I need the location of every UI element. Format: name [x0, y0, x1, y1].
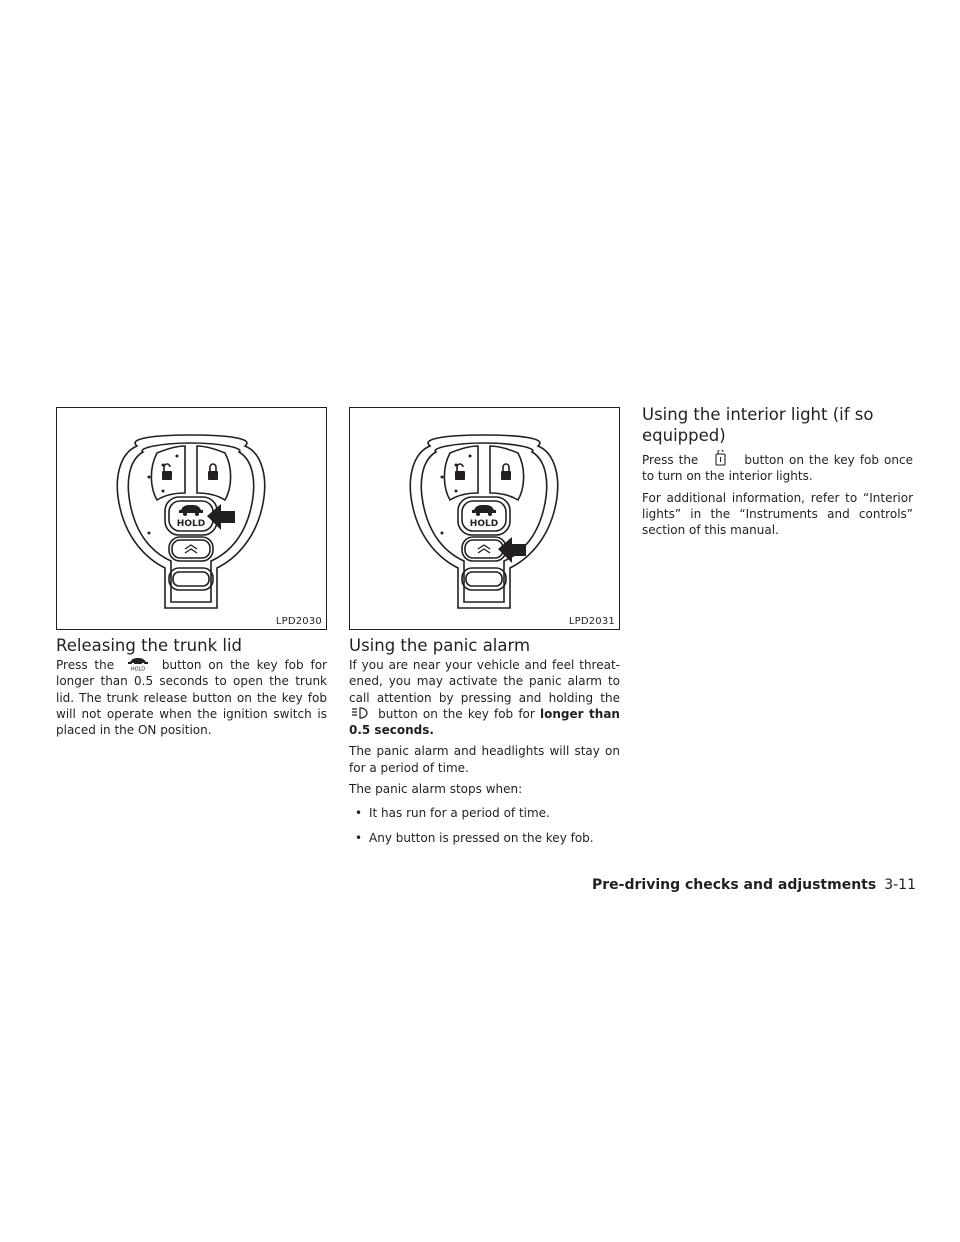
figure-key-fob-panic [349, 407, 620, 630]
panic-p3: The panic alarm stops when: [349, 782, 523, 797]
interior-p1-pre: Press the [642, 453, 699, 467]
key-fob-trunk-illustration [57, 408, 326, 629]
svg-text:HOLD: HOLD [130, 666, 146, 671]
panic-body [349, 657, 620, 854]
interior-p1-post: button on the key fob once to turn on the interior lights. [642, 453, 913, 484]
trunk-p1-pre: Press the [56, 658, 115, 672]
panic-p1-mid: button on the key fob for [378, 706, 535, 721]
panic-p2: The panic alarm and headlights will stay on for a period of time. [349, 744, 620, 775]
panic-headlight-icon [349, 706, 373, 720]
heading-panic-alarm: Using the panic alarm [349, 636, 531, 655]
interior-light-icon [703, 450, 739, 466]
trunk-hold-icon [121, 657, 155, 671]
page-number: 3-11 [884, 877, 916, 893]
trunk-p1-post: button on the key fob for longer than 0.5 seconds to open the trunk lid. The trunk release button on the key fob will not operate when the ignition switch is placed in the ON position. [56, 658, 327, 738]
footer-section-title: Pre-driving checks and adjustments [592, 877, 877, 893]
heading-releasing-trunk-lid: Releasing the trunk lid [56, 636, 243, 655]
list-item: • It has run for a period of time. [355, 805, 620, 821]
panic-stop-list [349, 805, 620, 846]
interior-p2: For additional information, refer to “Interior lights” in the “Instruments and controls” section of this manual. [642, 490, 913, 538]
list-item: • Any button is pressed on the key fob. [355, 830, 620, 846]
fob-hold-label: HOLD [469, 519, 499, 529]
heading-interior-light: Using the interior light (if so equipped) [642, 405, 874, 445]
trunk-paragraph [56, 657, 327, 743]
panic-p1-pre: If you are near your vehicle and feel threat-ened, you may activate the panic alarm to call attention by pressing and holding the [349, 658, 620, 705]
figure-key-fob-trunk [56, 407, 327, 630]
key-fob-panic-illustration [350, 408, 619, 629]
interior-body [642, 450, 913, 543]
figure-code: LPD2031 [568, 616, 615, 627]
fob-hold-label: HOLD [176, 519, 206, 529]
figure-code: LPD2030 [275, 616, 322, 627]
page-footer [0, 877, 916, 893]
panic-p1-bold: longer than 0.5 seconds. [349, 706, 620, 738]
